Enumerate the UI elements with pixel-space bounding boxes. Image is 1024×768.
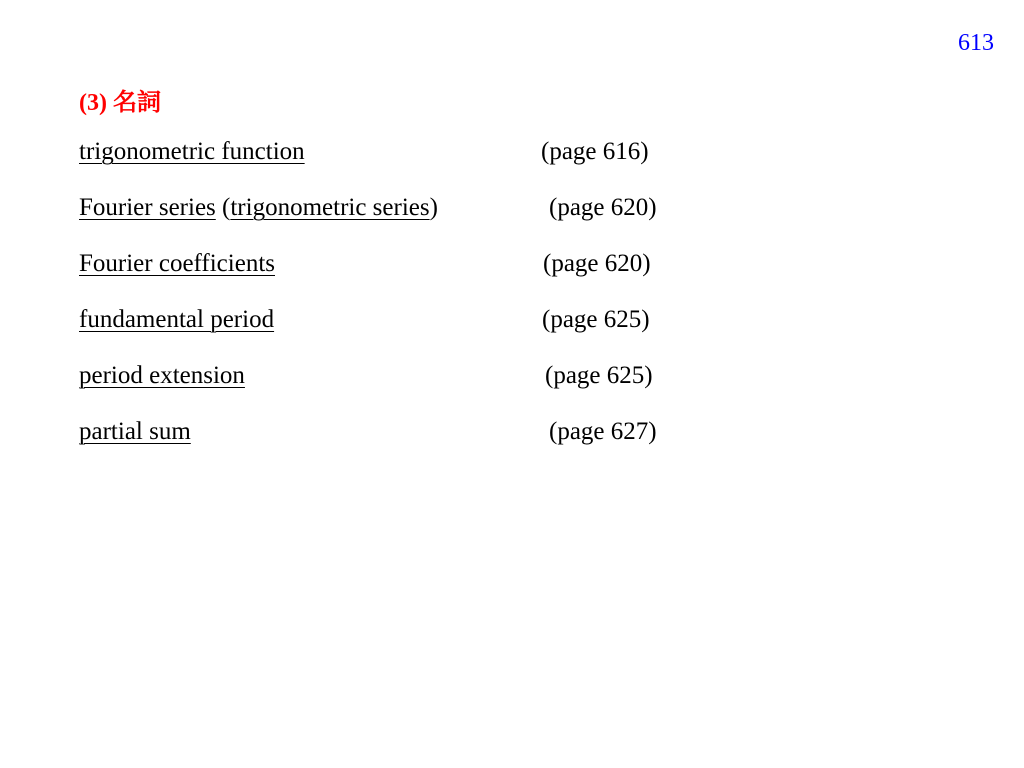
- term-text: [79, 136, 305, 168]
- term-text: [79, 360, 245, 392]
- term-text: [79, 304, 274, 336]
- term-link-period-extension[interactable]: period extension: [79, 362, 245, 389]
- term-text: [79, 248, 275, 280]
- page-reference: (page 620): [543, 250, 651, 277]
- term-link-fourier-series[interactable]: Fourier series: [79, 194, 216, 221]
- term-link-trigonometric-series[interactable]: trigonometric series: [230, 194, 430, 221]
- term-row-partial-sum: [79, 416, 879, 472]
- term-row-trigonometric-function: [79, 136, 879, 192]
- term-row-fundamental-period: [79, 304, 879, 360]
- page-number: 613: [958, 30, 994, 56]
- page-reference: (page 625): [542, 306, 650, 333]
- term-row-period-extension: [79, 360, 879, 416]
- term-text: [79, 192, 438, 224]
- term-link-trigonometric-function[interactable]: trigonometric function: [79, 138, 305, 165]
- paren-close: ): [429, 194, 438, 221]
- page-reference: (page 616): [541, 138, 649, 165]
- term-link-fundamental-period[interactable]: fundamental period: [79, 306, 275, 333]
- term-row-fourier-series: [79, 192, 879, 248]
- term-link-fourier-coefficients[interactable]: Fourier coefficients: [79, 250, 275, 277]
- term-list: [79, 136, 879, 472]
- section-heading: (3) 名詞: [79, 90, 161, 116]
- term-link-partial-sum[interactable]: partial sum: [79, 418, 191, 445]
- term-text: [79, 416, 191, 448]
- page-reference: (page 627): [549, 418, 657, 445]
- page-reference: (page 625): [545, 362, 653, 389]
- page-reference: (page 620): [549, 194, 657, 221]
- term-row-fourier-coefficients: [79, 248, 879, 304]
- paren-open: (: [215, 194, 231, 221]
